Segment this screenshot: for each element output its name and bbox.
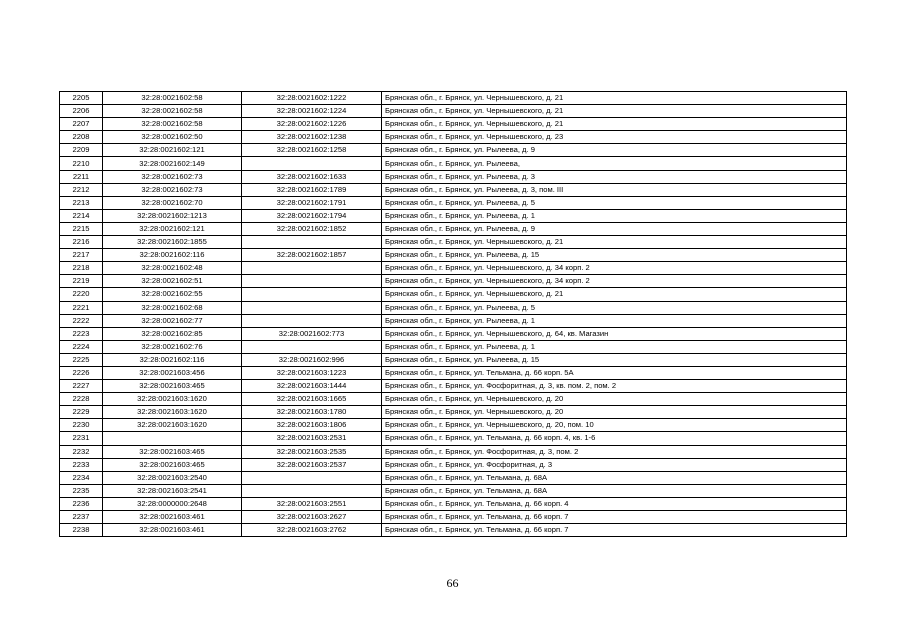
table-row bbox=[60, 406, 847, 419]
address-cell: Брянская обл., г. Брянск, ул. Чернышевского, д. 23 bbox=[382, 131, 847, 144]
table-row bbox=[60, 92, 847, 105]
table-row bbox=[60, 249, 847, 262]
table-row bbox=[60, 419, 847, 432]
cadastral-number-cell: 32:28:0021603:456 bbox=[103, 366, 242, 379]
address-cell: Брянская обл., г. Брянск, ул. Тельмана, д. 68А bbox=[382, 484, 847, 497]
premises-cadastral-number-cell: 32:28:0021603:1665 bbox=[242, 393, 382, 406]
table-row bbox=[60, 366, 847, 379]
row-number-cell: 2227 bbox=[60, 380, 103, 393]
row-number-cell: 2231 bbox=[60, 432, 103, 445]
premises-cadastral-number-cell: 32:28:0021603:1223 bbox=[242, 366, 382, 379]
row-number-cell: 2232 bbox=[60, 445, 103, 458]
cadastral-number-cell: 32:28:0021602:68 bbox=[103, 301, 242, 314]
table-row bbox=[60, 144, 847, 157]
premises-cadastral-number-cell bbox=[242, 157, 382, 170]
address-cell: Брянская обл., г. Брянск, ул. Тельмана, д. 66 корп. 5А bbox=[382, 366, 847, 379]
table-row bbox=[60, 471, 847, 484]
address-cell: Брянская обл., г. Брянск, ул. Рылеева, д. 1 bbox=[382, 209, 847, 222]
row-number-cell: 2214 bbox=[60, 209, 103, 222]
table-row bbox=[60, 497, 847, 510]
cadastral-number-cell: 32:28:0021602:58 bbox=[103, 92, 242, 105]
address-cell: Брянская обл., г. Брянск, ул. Рылеева, д. 9 bbox=[382, 222, 847, 235]
address-cell: Брянская обл., г. Брянск, ул. Рылеева, д. 15 bbox=[382, 353, 847, 366]
table-row bbox=[60, 170, 847, 183]
address-cell: Брянская обл., г. Брянск, ул. Тельмана, д. 66 корп. 7 bbox=[382, 524, 847, 537]
address-cell: Брянская обл., г. Брянск, ул. Тельмана, д. 66 корп. 7 bbox=[382, 511, 847, 524]
table-row bbox=[60, 340, 847, 353]
address-cell: Брянская обл., г. Брянск, ул. Чернышевского, д. 21 bbox=[382, 105, 847, 118]
table-row bbox=[60, 432, 847, 445]
cadastral-number-cell: 32:28:0021602:121 bbox=[103, 222, 242, 235]
address-cell: Брянская обл., г. Брянск, ул. Фосфоритная, д. 3, пом. 2 bbox=[382, 445, 847, 458]
row-number-cell: 2223 bbox=[60, 327, 103, 340]
page-number: 66 bbox=[446, 576, 459, 590]
premises-cadastral-number-cell: 32:28:0021603:2535 bbox=[242, 445, 382, 458]
address-cell: Брянская обл., г. Брянск, ул. Чернышевского, д. 21 bbox=[382, 288, 847, 301]
address-cell: Брянская обл., г. Брянск, ул. Рылеева, д. 5 bbox=[382, 196, 847, 209]
address-cell: Брянская обл., г. Брянск, ул. Рылеева, д. 3 bbox=[382, 170, 847, 183]
row-number-cell: 2224 bbox=[60, 340, 103, 353]
property-register-table bbox=[59, 91, 847, 537]
row-number-cell: 2225 bbox=[60, 353, 103, 366]
cadastral-number-cell bbox=[103, 432, 242, 445]
premises-cadastral-number-cell bbox=[242, 288, 382, 301]
cadastral-number-cell: 32:28:0021603:2541 bbox=[103, 484, 242, 497]
premises-cadastral-number-cell: 32:28:0021602:996 bbox=[242, 353, 382, 366]
cadastral-number-cell: 32:28:0021603:1620 bbox=[103, 419, 242, 432]
table-row bbox=[60, 380, 847, 393]
table-row bbox=[60, 445, 847, 458]
address-cell: Брянская обл., г. Брянск, ул. Чернышевского, д. 64, кв. Магазин bbox=[382, 327, 847, 340]
address-cell: Брянская обл., г. Брянск, ул. Рылеева, bbox=[382, 157, 847, 170]
cadastral-number-cell: 32:28:0021602:70 bbox=[103, 196, 242, 209]
table-row bbox=[60, 262, 847, 275]
row-number-cell: 2211 bbox=[60, 170, 103, 183]
row-number-cell: 2210 bbox=[60, 157, 103, 170]
address-cell: Брянская обл., г. Брянск, ул. Чернышевского, д. 20 bbox=[382, 393, 847, 406]
address-cell: Брянская обл., г. Брянск, ул. Рылеева, д. 5 bbox=[382, 301, 847, 314]
premises-cadastral-number-cell: 32:28:0021602:1226 bbox=[242, 118, 382, 131]
table-row bbox=[60, 327, 847, 340]
row-number-cell: 2208 bbox=[60, 131, 103, 144]
row-number-cell: 2226 bbox=[60, 366, 103, 379]
table-row bbox=[60, 301, 847, 314]
table-row bbox=[60, 314, 847, 327]
premises-cadastral-number-cell: 32:28:0021602:1852 bbox=[242, 222, 382, 235]
cadastral-number-cell: 32:28:0021602:85 bbox=[103, 327, 242, 340]
cadastral-number-cell: 32:28:0021603:465 bbox=[103, 445, 242, 458]
premises-cadastral-number-cell: 32:28:0021603:2531 bbox=[242, 432, 382, 445]
row-number-cell: 2206 bbox=[60, 105, 103, 118]
premises-cadastral-number-cell: 32:28:0021602:1238 bbox=[242, 131, 382, 144]
address-cell: Брянская обл., г. Брянск, ул. Рылеева, д. 1 bbox=[382, 340, 847, 353]
row-number-cell: 2229 bbox=[60, 406, 103, 419]
premises-cadastral-number-cell bbox=[242, 236, 382, 249]
premises-cadastral-number-cell bbox=[242, 314, 382, 327]
cadastral-number-cell: 32:28:0021602:50 bbox=[103, 131, 242, 144]
table-row bbox=[60, 458, 847, 471]
premises-cadastral-number-cell bbox=[242, 340, 382, 353]
cadastral-number-cell: 32:28:0021602:1213 bbox=[103, 209, 242, 222]
address-cell: Брянская обл., г. Брянск, ул. Рылеева, д. 3, пом. III bbox=[382, 183, 847, 196]
table-row bbox=[60, 236, 847, 249]
row-number-cell: 2221 bbox=[60, 301, 103, 314]
table-row bbox=[60, 288, 847, 301]
row-number-cell: 2230 bbox=[60, 419, 103, 432]
table-row bbox=[60, 209, 847, 222]
premises-cadastral-number-cell: 32:28:0021602:1633 bbox=[242, 170, 382, 183]
cadastral-number-cell: 32:28:0021602:73 bbox=[103, 170, 242, 183]
cadastral-number-cell: 32:28:0021602:58 bbox=[103, 118, 242, 131]
cadastral-number-cell: 32:28:0021602:116 bbox=[103, 353, 242, 366]
premises-cadastral-number-cell: 32:28:0021603:2762 bbox=[242, 524, 382, 537]
cadastral-number-cell: 32:28:0021602:76 bbox=[103, 340, 242, 353]
premises-cadastral-number-cell: 32:28:0021602:1857 bbox=[242, 249, 382, 262]
row-number-cell: 2235 bbox=[60, 484, 103, 497]
row-number-cell: 2205 bbox=[60, 92, 103, 105]
cadastral-number-cell: 32:28:0021602:58 bbox=[103, 105, 242, 118]
premises-cadastral-number-cell bbox=[242, 275, 382, 288]
row-number-cell: 2215 bbox=[60, 222, 103, 235]
premises-cadastral-number-cell bbox=[242, 484, 382, 497]
table-row bbox=[60, 524, 847, 537]
row-number-cell: 2219 bbox=[60, 275, 103, 288]
address-cell: Брянская обл., г. Брянск, ул. Рылеева, д. 9 bbox=[382, 144, 847, 157]
premises-cadastral-number-cell: 32:28:0021602:1224 bbox=[242, 105, 382, 118]
address-cell: Брянская обл., г. Брянск, ул. Чернышевского, д. 20, пом. 10 bbox=[382, 419, 847, 432]
table-row bbox=[60, 183, 847, 196]
table-row bbox=[60, 131, 847, 144]
address-cell: Брянская обл., г. Брянск, ул. Чернышевского, д. 34 корп. 2 bbox=[382, 275, 847, 288]
row-number-cell: 2207 bbox=[60, 118, 103, 131]
premises-cadastral-number-cell: 32:28:0021603:1444 bbox=[242, 380, 382, 393]
row-number-cell: 2236 bbox=[60, 497, 103, 510]
address-cell: Брянская обл., г. Брянск, ул. Чернышевского, д. 21 bbox=[382, 236, 847, 249]
row-number-cell: 2213 bbox=[60, 196, 103, 209]
cadastral-number-cell: 32:28:0000000:2648 bbox=[103, 497, 242, 510]
table-row bbox=[60, 118, 847, 131]
premises-cadastral-number-cell: 32:28:0021603:2537 bbox=[242, 458, 382, 471]
row-number-cell: 2217 bbox=[60, 249, 103, 262]
premises-cadastral-number-cell: 32:28:0021603:1780 bbox=[242, 406, 382, 419]
address-cell: Брянская обл., г. Брянск, ул. Чернышевского, д. 34 корп. 2 bbox=[382, 262, 847, 275]
row-number-cell: 2212 bbox=[60, 183, 103, 196]
row-number-cell: 2209 bbox=[60, 144, 103, 157]
premises-cadastral-number-cell: 32:28:0021602:1258 bbox=[242, 144, 382, 157]
table-body bbox=[60, 92, 847, 537]
cadastral-number-cell: 32:28:0021602:121 bbox=[103, 144, 242, 157]
premises-cadastral-number-cell: 32:28:0021602:773 bbox=[242, 327, 382, 340]
cadastral-number-cell: 32:28:0021603:1620 bbox=[103, 406, 242, 419]
address-cell: Брянская обл., г. Брянск, ул. Чернышевского, д. 20 bbox=[382, 406, 847, 419]
table-row bbox=[60, 511, 847, 524]
premises-cadastral-number-cell: 32:28:0021602:1222 bbox=[242, 92, 382, 105]
table-row bbox=[60, 275, 847, 288]
row-number-cell: 2228 bbox=[60, 393, 103, 406]
premises-cadastral-number-cell: 32:28:0021602:1791 bbox=[242, 196, 382, 209]
cadastral-number-cell: 32:28:0021602:116 bbox=[103, 249, 242, 262]
address-cell: Брянская обл., г. Брянск, ул. Тельмана, д. 68А bbox=[382, 471, 847, 484]
cadastral-number-cell: 32:28:0021602:48 bbox=[103, 262, 242, 275]
row-number-cell: 2222 bbox=[60, 314, 103, 327]
cadastral-number-cell: 32:28:0021602:1855 bbox=[103, 236, 242, 249]
table-row bbox=[60, 393, 847, 406]
address-cell: Брянская обл., г. Брянск, ул. Чернышевского, д. 21 bbox=[382, 92, 847, 105]
cadastral-number-cell: 32:28:0021602:77 bbox=[103, 314, 242, 327]
cadastral-number-cell: 32:28:0021602:51 bbox=[103, 275, 242, 288]
row-number-cell: 2238 bbox=[60, 524, 103, 537]
table-row bbox=[60, 222, 847, 235]
address-cell: Брянская обл., г. Брянск, ул. Тельмана, д. 66 корп. 4 bbox=[382, 497, 847, 510]
cadastral-number-cell: 32:28:0021603:461 bbox=[103, 511, 242, 524]
row-number-cell: 2220 bbox=[60, 288, 103, 301]
premises-cadastral-number-cell bbox=[242, 262, 382, 275]
premises-cadastral-number-cell bbox=[242, 471, 382, 484]
cadastral-number-cell: 32:28:0021602:149 bbox=[103, 157, 242, 170]
table-row bbox=[60, 484, 847, 497]
address-cell: Брянская обл., г. Брянск, ул. Рылеева, д. 15 bbox=[382, 249, 847, 262]
premises-cadastral-number-cell: 32:28:0021603:1806 bbox=[242, 419, 382, 432]
cadastral-number-cell: 32:28:0021603:1620 bbox=[103, 393, 242, 406]
table-row bbox=[60, 157, 847, 170]
table-row bbox=[60, 353, 847, 366]
cadastral-number-cell: 32:28:0021603:465 bbox=[103, 380, 242, 393]
cadastral-number-cell: 32:28:0021603:465 bbox=[103, 458, 242, 471]
cadastral-number-cell: 32:28:0021602:73 bbox=[103, 183, 242, 196]
row-number-cell: 2218 bbox=[60, 262, 103, 275]
cadastral-number-cell: 32:28:0021602:55 bbox=[103, 288, 242, 301]
address-cell: Брянская обл., г. Брянск, ул. Фосфоритная, д. 3 bbox=[382, 458, 847, 471]
premises-cadastral-number-cell: 32:28:0021603:2627 bbox=[242, 511, 382, 524]
row-number-cell: 2216 bbox=[60, 236, 103, 249]
cadastral-number-cell: 32:28:0021603:461 bbox=[103, 524, 242, 537]
cadastral-number-cell: 32:28:0021603:2540 bbox=[103, 471, 242, 484]
table-row bbox=[60, 196, 847, 209]
premises-cadastral-number-cell: 32:28:0021602:1789 bbox=[242, 183, 382, 196]
row-number-cell: 2237 bbox=[60, 511, 103, 524]
table-row bbox=[60, 105, 847, 118]
address-cell: Брянская обл., г. Брянск, ул. Фосфоритная, д. 3, кв. пом. 2, пом. 2 bbox=[382, 380, 847, 393]
premises-cadastral-number-cell bbox=[242, 301, 382, 314]
premises-cadastral-number-cell: 32:28:0021602:1794 bbox=[242, 209, 382, 222]
row-number-cell: 2233 bbox=[60, 458, 103, 471]
row-number-cell: 2234 bbox=[60, 471, 103, 484]
premises-cadastral-number-cell: 32:28:0021603:2551 bbox=[242, 497, 382, 510]
address-cell: Брянская обл., г. Брянск, ул. Тельмана, д. 66 корп. 4, кв. 1-6 bbox=[382, 432, 847, 445]
address-cell: Брянская обл., г. Брянск, ул. Чернышевского, д. 21 bbox=[382, 118, 847, 131]
address-cell: Брянская обл., г. Брянск, ул. Рылеева, д. 1 bbox=[382, 314, 847, 327]
